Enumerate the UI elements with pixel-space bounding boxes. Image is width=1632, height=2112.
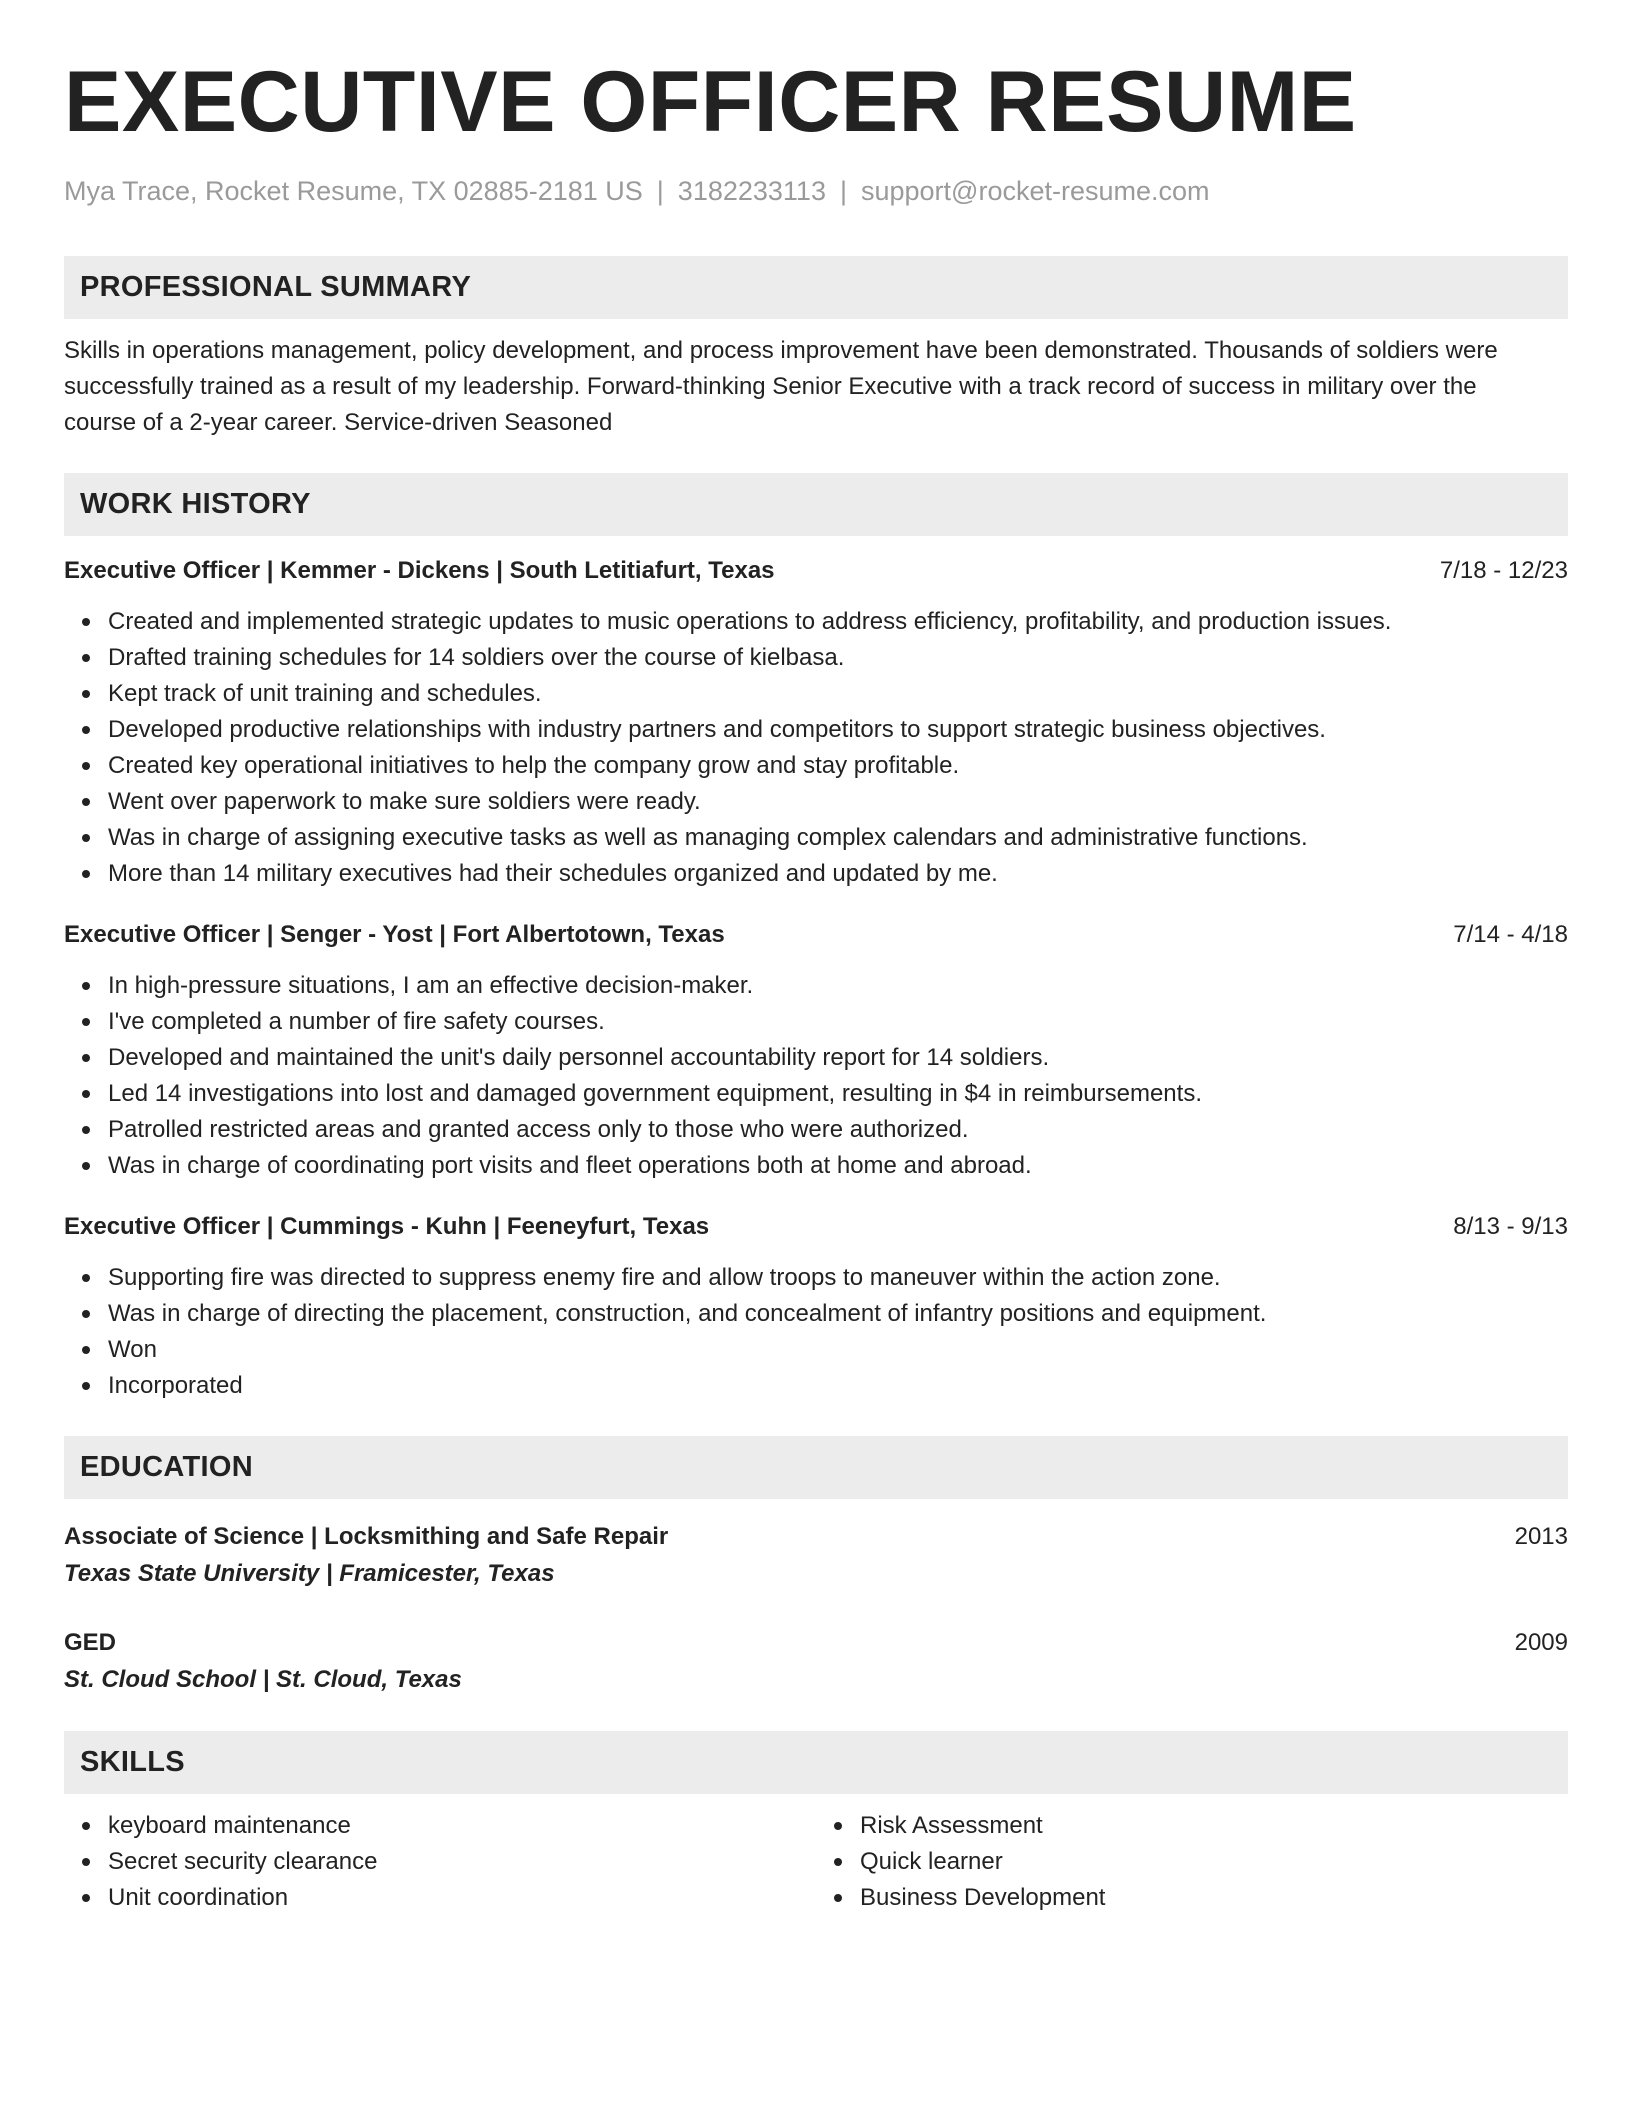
job-dates: 7/18 - 12/23 xyxy=(1439,557,1568,584)
education-year: 2013 xyxy=(1514,1523,1568,1550)
bullet-dot-icon xyxy=(82,618,90,626)
job-bullet xyxy=(108,1260,1568,1296)
job-bullet-text: Patrolled restricted areas and granted access only to those who were authorized. xyxy=(108,1116,969,1143)
bullet-dot-icon xyxy=(82,1858,90,1866)
contact-email: support@rocket-resume.com xyxy=(860,176,1210,206)
section-heading-skills: SKILLS xyxy=(64,1731,1568,1794)
bullet-dot-icon xyxy=(82,726,90,734)
job-bullet-text: More than 14 military executives had their schedules organized and updated by me. xyxy=(108,860,998,887)
job-header xyxy=(64,1210,1568,1244)
job-bullet-text: Developed and maintained the unit's daily personnel accountability report for 14 soldiers. xyxy=(108,1044,1050,1071)
job-bullet xyxy=(108,1148,1568,1184)
summary-line: successfully trained as a result of my leadership. Forward-thinking Senior Executive with a track record of success in military over the xyxy=(64,373,1477,400)
job-bullet-text: Created and implemented strategic updates to music operations to address efficiency, profitability, and production issues. xyxy=(108,608,1392,635)
education-entry xyxy=(64,1519,1568,1593)
skill-item xyxy=(108,1880,816,1916)
skill-text: Unit coordination xyxy=(108,1884,289,1911)
job-entry xyxy=(64,554,1568,892)
skill-text: Quick learner xyxy=(860,1848,1003,1875)
skill-item xyxy=(108,1844,816,1880)
job-bullet xyxy=(108,856,1568,892)
skill-text: Secret security clearance xyxy=(108,1848,378,1875)
bullet-dot-icon xyxy=(834,1858,842,1866)
education-degree: GED xyxy=(64,1629,117,1656)
job-header xyxy=(64,918,1568,952)
job-bullet xyxy=(108,968,1568,1004)
skill-item xyxy=(860,1808,1568,1844)
bullet-dot-icon xyxy=(82,1274,90,1282)
job-bullet-text: Developed productive relationships with industry partners and competitors to support strategic business objectives. xyxy=(108,716,1326,743)
skills-grid xyxy=(64,1808,1568,1916)
section-heading-education: EDUCATION xyxy=(64,1436,1568,1499)
education-header xyxy=(64,1519,1568,1555)
bullet-dot-icon xyxy=(82,982,90,990)
skill-item xyxy=(860,1844,1568,1880)
bullet-dot-icon xyxy=(82,1090,90,1098)
bullet-dot-icon xyxy=(82,834,90,842)
education-header xyxy=(64,1625,1568,1661)
contact-line xyxy=(64,174,1568,208)
job-bullets xyxy=(64,604,1568,892)
bullet-dot-icon xyxy=(82,1822,90,1830)
bullet-dot-icon xyxy=(834,1894,842,1902)
job-bullet xyxy=(108,1332,1568,1368)
job-title: Executive Officer | Cummings - Kuhn | Feeneyfurt, Texas xyxy=(64,1213,710,1240)
job-bullet-text: I've completed a number of fire safety courses. xyxy=(108,1008,605,1035)
bullet-dot-icon xyxy=(82,1126,90,1134)
job-bullet-text: Supporting fire was directed to suppress enemy fire and allow troops to maneuver within the action zone. xyxy=(108,1264,1221,1291)
job-bullet-text: Incorporated xyxy=(108,1372,243,1399)
job-title: Executive Officer | Senger - Yost | Fort Albertotown, Texas xyxy=(64,921,725,948)
job-bullet-text: Kept track of unit training and schedules. xyxy=(108,680,542,707)
job-dates: 7/14 - 4/18 xyxy=(1453,921,1568,948)
contact-separator: | xyxy=(656,176,664,206)
job-entry xyxy=(64,1210,1568,1404)
contact-address: Mya Trace, Rocket Resume, TX 02885-2181 US xyxy=(64,176,643,206)
bullet-dot-icon xyxy=(82,1346,90,1354)
job-bullet-text: Was in charge of coordinating port visits and fleet operations both at home and abroad. xyxy=(108,1152,1032,1179)
job-bullets xyxy=(64,968,1568,1184)
bullet-dot-icon xyxy=(82,870,90,878)
skill-item xyxy=(108,1808,816,1844)
resume-title: EXECUTIVE OFFICER RESUME xyxy=(64,54,1357,150)
education-degree: Associate of Science | Locksmithing and Safe Repair xyxy=(64,1523,669,1550)
bullet-dot-icon xyxy=(82,1018,90,1026)
job-bullet-text: Went over paperwork to make sure soldiers were ready. xyxy=(108,788,701,815)
skills-column-left xyxy=(64,1808,816,1916)
bullet-dot-icon xyxy=(82,1310,90,1318)
job-bullet-text: Drafted training schedules for 14 soldiers over the course of kielbasa. xyxy=(108,644,845,671)
job-bullet-text: Led 14 investigations into lost and damaged government equipment, resulting in $4 in reimbursements. xyxy=(108,1080,1202,1107)
bullet-dot-icon xyxy=(82,798,90,806)
bullet-dot-icon xyxy=(82,762,90,770)
skills-list xyxy=(816,1808,1568,1916)
job-bullet xyxy=(108,1368,1568,1404)
bullet-dot-icon xyxy=(82,1894,90,1902)
section-heading-work-history: WORK HISTORY xyxy=(64,473,1568,536)
job-entry xyxy=(64,918,1568,1184)
job-header xyxy=(64,554,1568,588)
job-bullet xyxy=(108,640,1568,676)
skill-item xyxy=(860,1880,1568,1916)
contact-phone: 3182233113 xyxy=(677,176,826,206)
job-bullet-text: Created key operational initiatives to help the company grow and stay profitable. xyxy=(108,752,960,779)
education-entry xyxy=(64,1625,1568,1699)
job-bullet-text: Was in charge of directing the placement, construction, and concealment of infantry positions and equipment. xyxy=(108,1300,1267,1327)
job-bullet xyxy=(108,1076,1568,1112)
bullet-dot-icon xyxy=(834,1822,842,1830)
job-bullet-text: In high-pressure situations, I am an effective decision-maker. xyxy=(108,972,754,999)
job-bullet xyxy=(108,784,1568,820)
job-bullet-text: Won xyxy=(108,1336,157,1363)
bullet-dot-icon xyxy=(82,690,90,698)
job-bullet xyxy=(108,1296,1568,1332)
job-bullet xyxy=(108,820,1568,856)
job-bullet xyxy=(108,712,1568,748)
job-bullet xyxy=(108,1040,1568,1076)
bullet-dot-icon xyxy=(82,654,90,662)
contact-separator: | xyxy=(839,176,847,206)
job-title: Executive Officer | Kemmer - Dickens | South Letitiafurt, Texas xyxy=(64,557,775,584)
job-bullet xyxy=(108,748,1568,784)
job-bullets xyxy=(64,1260,1568,1404)
summary-line: course of a 2-year career. Service-driven Seasoned xyxy=(64,409,613,436)
job-bullet xyxy=(108,1004,1568,1040)
education-school: St. Cloud School | St. Cloud, Texas xyxy=(64,1666,462,1693)
job-dates: 8/13 - 9/13 xyxy=(1453,1213,1568,1240)
job-bullet-text: Was in charge of assigning executive tasks as well as managing complex calendars and administrative functions. xyxy=(108,824,1308,851)
bullet-dot-icon xyxy=(82,1162,90,1170)
job-bullet xyxy=(108,1112,1568,1148)
summary-text xyxy=(64,333,1568,441)
job-bullet xyxy=(108,604,1568,640)
job-bullet xyxy=(108,676,1568,712)
bullet-dot-icon xyxy=(82,1382,90,1390)
skills-list xyxy=(64,1808,816,1916)
summary-line: Skills in operations management, policy development, and process improvement have been demonstrated. Thousands of soldiers were xyxy=(64,337,1498,364)
education-school: Texas State University | Framicester, Texas xyxy=(64,1560,555,1587)
skill-text: keyboard maintenance xyxy=(108,1812,351,1839)
skill-text: Risk Assessment xyxy=(860,1812,1043,1839)
section-heading-summary: PROFESSIONAL SUMMARY xyxy=(64,256,1568,319)
bullet-dot-icon xyxy=(82,1054,90,1062)
skill-text: Business Development xyxy=(860,1884,1106,1911)
skills-column-right xyxy=(816,1808,1568,1916)
education-year: 2009 xyxy=(1514,1629,1568,1656)
